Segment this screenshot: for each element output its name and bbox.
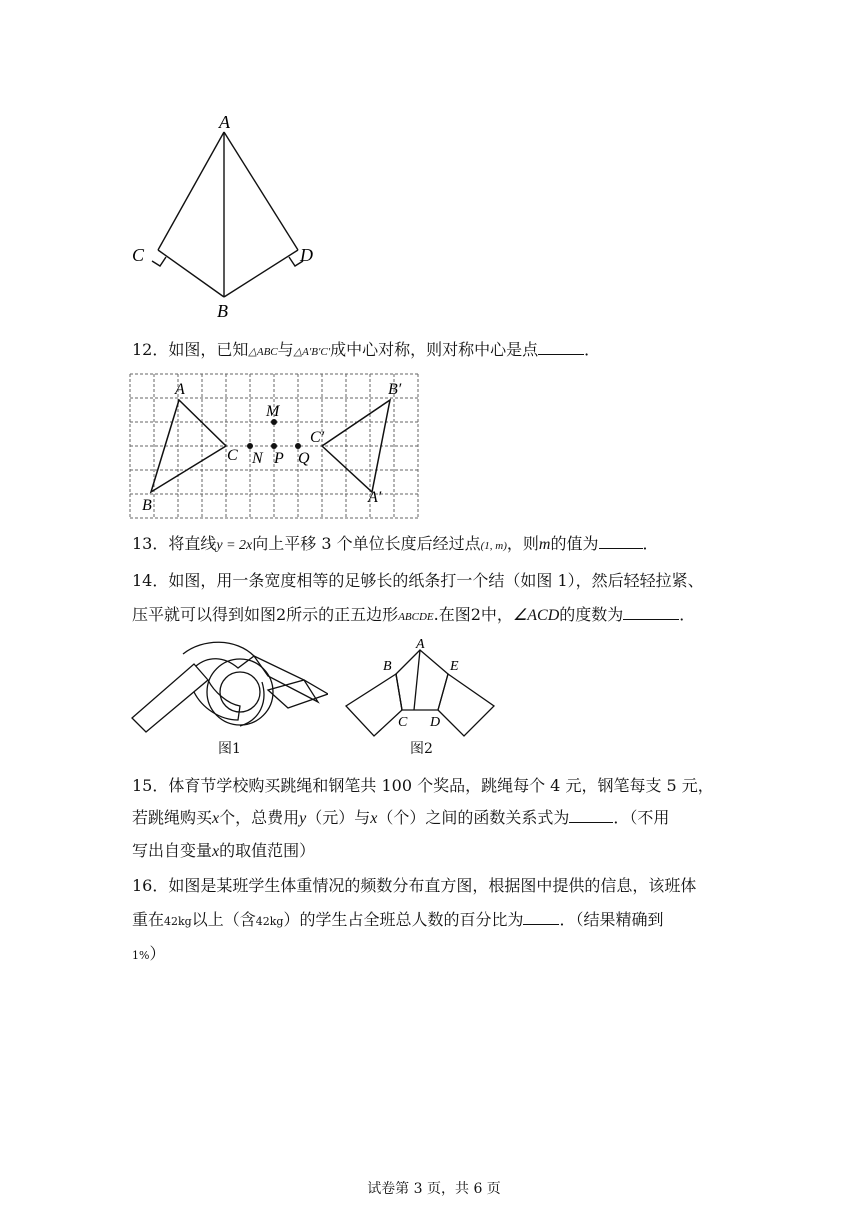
label-a: A bbox=[219, 112, 230, 132]
q15-line2-e: ．（不用 bbox=[613, 808, 670, 827]
q12-post: 成中心对称，则对称中心是点 bbox=[330, 340, 539, 359]
q14-angle: ∠ACD bbox=[512, 607, 560, 624]
q16-line1: 如图是某班学生体重情况的频数分布直方图，根据图中提供的信息，该班体 bbox=[168, 876, 697, 895]
q13-number: 13． bbox=[132, 534, 169, 553]
q16-line3: 1% bbox=[132, 949, 150, 962]
q15-x3: x bbox=[212, 843, 220, 860]
label-d: D bbox=[300, 245, 313, 265]
q15-x2: x bbox=[370, 810, 378, 827]
q13-answer-blank[interactable] bbox=[599, 534, 643, 549]
q14-line2-pre: 压平就可以得到如图2所示的正五边形 bbox=[132, 605, 399, 624]
q15-line2-c: （元）与 bbox=[306, 808, 371, 827]
q15-y: y bbox=[299, 810, 307, 827]
q16-answer-blank[interactable] bbox=[523, 910, 559, 925]
question-12 bbox=[132, 340, 752, 362]
q15-line2-d: （个）之间的函数关系式为 bbox=[377, 808, 570, 827]
grid-label-b: B bbox=[142, 497, 152, 514]
grid-label-p: P bbox=[274, 450, 284, 467]
q14-end: ． bbox=[679, 605, 696, 624]
q13-post1: ，则 bbox=[506, 534, 539, 553]
q16-line2-c: ）的学生占全班总人数的百分比为 bbox=[283, 910, 524, 929]
q14-answer-blank[interactable] bbox=[623, 605, 679, 620]
q12-mid: 与 bbox=[277, 340, 294, 359]
label-c: C bbox=[132, 245, 145, 265]
q12-number: 12． bbox=[132, 340, 169, 359]
q16-line3-b: ） bbox=[149, 944, 166, 963]
q12-tri2: △A′B′C′ bbox=[293, 346, 331, 358]
q12-tri1: △ABC bbox=[248, 346, 278, 358]
pent-label-d: D bbox=[430, 715, 441, 730]
question-14-line2 bbox=[132, 605, 752, 627]
grid-label-q: Q bbox=[298, 450, 310, 467]
question-16-line3 bbox=[132, 944, 752, 966]
grid-label-b-prime: B′ bbox=[388, 381, 402, 398]
q14-line2-mid: .在图2中， bbox=[433, 605, 513, 624]
q14-line1: 如图，用一条宽度相等的足够长的纸条打一个结（如图 1），然后轻轻拉紧、 bbox=[168, 571, 704, 590]
figure-pentagon bbox=[340, 636, 500, 742]
question-14-line1 bbox=[132, 571, 752, 591]
q15-line2-a: 若跳绳购买 bbox=[132, 808, 213, 827]
question-15-line2 bbox=[132, 808, 752, 829]
q16-kg2: 42kg bbox=[255, 915, 284, 928]
grid-label-m: M bbox=[266, 403, 280, 420]
q12-pre: 如图，已知 bbox=[168, 340, 249, 359]
q16-line2-b: 以上（含 bbox=[191, 910, 256, 929]
q16-kg1: 42kg bbox=[164, 915, 192, 928]
q16-number: 16． bbox=[132, 876, 169, 895]
q13-pre: 将直线 bbox=[168, 534, 217, 553]
q15-line3-a: 写出自变量 bbox=[132, 841, 213, 860]
figure-kite-abcd bbox=[120, 110, 330, 325]
question-15-line1 bbox=[132, 776, 752, 796]
grid-label-a: A bbox=[175, 381, 185, 398]
fig1-caption: 图1 bbox=[218, 741, 241, 757]
q15-answer-blank[interactable] bbox=[569, 808, 613, 823]
q14-line2-post: 的度数为 bbox=[559, 605, 624, 624]
label-b: B bbox=[217, 301, 228, 321]
page-footer: 试卷第 3 页，共 6 页 bbox=[367, 1181, 501, 1197]
q15-line1: 体育节学校购买跳绳和钢笔共 100 个奖品，跳绳每个 4 元，钢笔每支 5 元， bbox=[168, 776, 714, 795]
q14-pentagon: ABCDE bbox=[398, 611, 434, 623]
pent-label-e: E bbox=[450, 659, 459, 674]
q13-equation: y = 2x bbox=[216, 538, 253, 553]
fig2-caption: 图2 bbox=[410, 741, 433, 757]
pent-label-c: C bbox=[398, 715, 408, 730]
question-13 bbox=[132, 534, 752, 556]
question-16-line1 bbox=[132, 876, 752, 896]
question-15-line3 bbox=[132, 841, 752, 862]
q15-line3-b: 的取值范围） bbox=[219, 841, 316, 860]
q13-mid: 向上平移 3 个单位长度后经过点 bbox=[252, 534, 481, 553]
pent-label-a: A bbox=[416, 637, 425, 652]
q16-line2-d: ．（结果精确到 bbox=[559, 910, 664, 929]
figure-grid-symmetry bbox=[128, 372, 422, 520]
q16-line2-a: 重在 bbox=[132, 910, 165, 929]
q13-m: m bbox=[538, 536, 551, 553]
grid-label-c: C bbox=[227, 447, 238, 464]
q12-answer-blank[interactable] bbox=[538, 340, 584, 355]
q15-line2-b: 个，总费用 bbox=[219, 808, 300, 827]
pent-label-b: B bbox=[383, 659, 392, 674]
figure-knot bbox=[128, 632, 328, 737]
q12-end: ． bbox=[584, 340, 601, 359]
q13-end: ． bbox=[642, 534, 659, 553]
grid-label-a-prime: A′ bbox=[368, 489, 382, 506]
q13-post2: 的值为 bbox=[550, 534, 599, 553]
q15-number: 15． bbox=[132, 776, 169, 795]
q14-number: 14． bbox=[132, 571, 169, 590]
grid-label-n: N bbox=[252, 450, 263, 467]
grid-label-c-prime: C′ bbox=[310, 429, 325, 446]
q15-x: x bbox=[212, 810, 220, 827]
question-16-line2 bbox=[132, 910, 752, 932]
q13-point: (1, m) bbox=[480, 540, 507, 552]
